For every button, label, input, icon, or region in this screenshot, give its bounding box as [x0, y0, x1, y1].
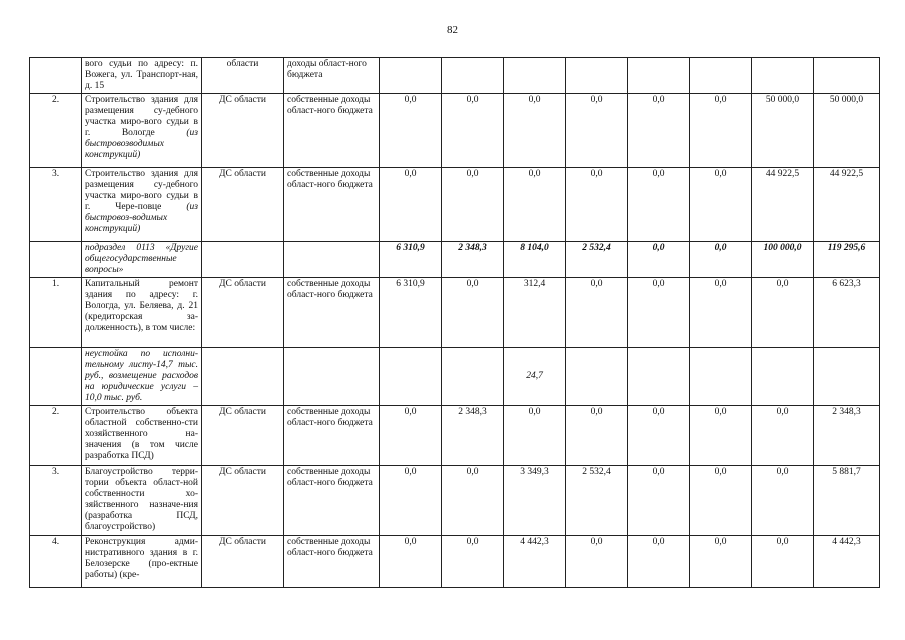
item-name-text: Строительство здания для размещения су-дебного участка миро-вого судьи в г. Чере-повце	[85, 169, 198, 212]
amount-cell: 0,0	[504, 94, 566, 168]
amount-cell: 0,0	[442, 168, 504, 242]
amount-cell: 0,0	[566, 94, 628, 168]
executor-org	[202, 348, 284, 406]
amount-cell: 0,0	[442, 94, 504, 168]
row-number	[30, 242, 82, 278]
amount-cell	[628, 348, 690, 406]
amount-cell	[752, 348, 814, 406]
amount-cell: 119 295,6	[814, 242, 880, 278]
funding-source: доходы област-ного бюджета	[284, 58, 380, 94]
amount-cell: 0,0	[504, 168, 566, 242]
funding-source: собственные доходы област-ного бюджета	[284, 94, 380, 168]
amount-cell: 50 000,0	[752, 94, 814, 168]
amount-cell: 4 442,3	[814, 536, 880, 588]
item-name	[82, 348, 202, 406]
table-row	[30, 168, 880, 242]
amount-cell: 0,0	[752, 278, 814, 348]
amount-cell	[628, 58, 690, 94]
item-name-text: Капитальный ремонт здания по адресу: г. Вологда, ул. Беляева, д. 21 (кредиторская за-долженность), в том числе:	[85, 279, 198, 333]
amount-cell	[566, 58, 628, 94]
amount-cell	[504, 58, 566, 94]
amount-cell: 4 442,3	[504, 536, 566, 588]
amount-cell: 0,0	[628, 242, 690, 278]
item-name	[82, 278, 202, 348]
item-name-text: Благоустройство терри-тории объекта област-ной собственности хо-зяйственного назначе-ния (разработка ПСД, благоустройство)	[85, 467, 198, 532]
note-row	[30, 348, 880, 406]
amount-cell: 0,0	[690, 94, 752, 168]
subtotal-row	[30, 242, 880, 278]
row-number: 4.	[30, 536, 82, 588]
funding-source: собственные доходы област-ного бюджета	[284, 466, 380, 536]
funding-source	[284, 348, 380, 406]
funding-source: собственные доходы област-ного бюджета	[284, 278, 380, 348]
amount-cell: 2 348,3	[442, 406, 504, 466]
item-name	[82, 536, 202, 588]
amount-cell: 5 881,7	[814, 466, 880, 536]
amount-cell: 0,0	[752, 406, 814, 466]
amount-cell: 0,0	[690, 168, 752, 242]
amount-cell: 0,0	[690, 406, 752, 466]
table-row	[30, 406, 880, 466]
amount-cell	[380, 58, 442, 94]
amount-cell: 0,0	[380, 536, 442, 588]
executor-org	[202, 242, 284, 278]
amount-cell: 0,0	[628, 466, 690, 536]
amount-cell: 0,0	[690, 466, 752, 536]
amount-cell: 24,7	[504, 348, 566, 406]
executor-org: ДС области	[202, 466, 284, 536]
amount-cell: 0,0	[752, 466, 814, 536]
row-number	[30, 348, 82, 406]
executor-org: ДС области	[202, 406, 284, 466]
funding-source: собственные доходы област-ного бюджета	[284, 536, 380, 588]
executor-org: ДС области	[202, 278, 284, 348]
amount-cell: 50 000,0	[814, 94, 880, 168]
row-number: 3.	[30, 466, 82, 536]
amount-cell	[814, 58, 880, 94]
amount-cell: 44 922,5	[814, 168, 880, 242]
row-number: 2.	[30, 94, 82, 168]
amount-cell: 0,0	[628, 94, 690, 168]
amount-cell	[752, 58, 814, 94]
item-name-text: подраздел 0113 «Другие общегосударственные вопросы»	[85, 243, 198, 275]
amount-cell: 0,0	[566, 536, 628, 588]
amount-cell: 0,0	[690, 242, 752, 278]
amount-cell: 0,0	[566, 406, 628, 466]
item-name-note: (из быстровозводимых конструкций)	[85, 128, 198, 160]
amount-cell: 0,0	[690, 278, 752, 348]
amount-cell: 0,0	[380, 406, 442, 466]
table-row	[30, 466, 880, 536]
amount-cell: 0,0	[628, 168, 690, 242]
amount-cell: 8 104,0	[504, 242, 566, 278]
amount-cell	[566, 348, 628, 406]
amount-cell	[690, 348, 752, 406]
item-name-text: Реконструкция адми-нистративного здания в г. Белозерске (про-ектные работы) (кре-	[85, 537, 198, 580]
item-name	[82, 58, 202, 94]
item-name-text: Строительство здания для размещения су-дебного участка миро-вого судьи в г. Вологде	[85, 95, 198, 138]
amount-cell	[380, 348, 442, 406]
item-name-note: (из быстровоз-водимых конструкций)	[85, 202, 198, 234]
amount-cell: 6 310,9	[380, 242, 442, 278]
amount-cell: 0,0	[752, 536, 814, 588]
amount-cell: 6 623,3	[814, 278, 880, 348]
row-number	[30, 58, 82, 94]
item-name-text: неустойка по исполни-тельному листу-14,7 тыс. руб., возмещение расходов на юридические услуги – 10,0 тыс. руб.	[85, 349, 198, 403]
amount-cell	[814, 348, 880, 406]
amount-cell: 312,4	[504, 278, 566, 348]
item-name	[82, 242, 202, 278]
funding-source: собственные доходы област-ного бюджета	[284, 406, 380, 466]
amount-cell: 2 532,4	[566, 242, 628, 278]
amount-cell	[690, 58, 752, 94]
item-name	[82, 168, 202, 242]
amount-cell: 0,0	[442, 278, 504, 348]
amount-cell: 0,0	[628, 536, 690, 588]
item-name-text: вого судьи по адресу: п. Вожега, ул. Транспорт-ная, д. 15	[85, 59, 198, 91]
amount-cell: 0,0	[690, 536, 752, 588]
amount-cell: 6 310,9	[380, 278, 442, 348]
amount-cell: 0,0	[380, 94, 442, 168]
amount-cell: 0,0	[504, 406, 566, 466]
item-name	[82, 466, 202, 536]
table-row	[30, 536, 880, 588]
page-number: 82	[447, 24, 458, 36]
executor-org: области	[202, 58, 284, 94]
amount-cell: 0,0	[380, 168, 442, 242]
amount-cell: 0,0	[566, 278, 628, 348]
amount-cell: 0,0	[380, 466, 442, 536]
table-row	[30, 94, 880, 168]
row-number: 1.	[30, 278, 82, 348]
table-row	[30, 58, 880, 94]
amount-cell: 44 922,5	[752, 168, 814, 242]
amount-cell: 2 348,3	[442, 242, 504, 278]
funding-source	[284, 242, 380, 278]
row-number: 3.	[30, 168, 82, 242]
amount-cell: 0,0	[628, 406, 690, 466]
amount-cell: 0,0	[628, 278, 690, 348]
amount-cell: 100 000,0	[752, 242, 814, 278]
amount-cell: 0,0	[442, 466, 504, 536]
funding-source: собственные доходы област-ного бюджета	[284, 168, 380, 242]
amount-cell: 0,0	[442, 536, 504, 588]
row-number: 2.	[30, 406, 82, 466]
item-name-text: Строительство объекта областной собственно-сти хозяйственного на-значения (в том числе разработка ПСД)	[85, 407, 198, 461]
executor-org: ДС области	[202, 536, 284, 588]
item-name	[82, 406, 202, 466]
executor-org: ДС области	[202, 94, 284, 168]
item-name	[82, 94, 202, 168]
executor-org: ДС области	[202, 168, 284, 242]
amount-cell: 3 349,3	[504, 466, 566, 536]
amount-cell: 2 532,4	[566, 466, 628, 536]
budget-table	[29, 57, 880, 588]
table-body	[30, 58, 880, 588]
amount-cell: 0,0	[566, 168, 628, 242]
amount-cell: 2 348,3	[814, 406, 880, 466]
amount-cell	[442, 348, 504, 406]
table-row	[30, 278, 880, 348]
amount-cell	[442, 58, 504, 94]
